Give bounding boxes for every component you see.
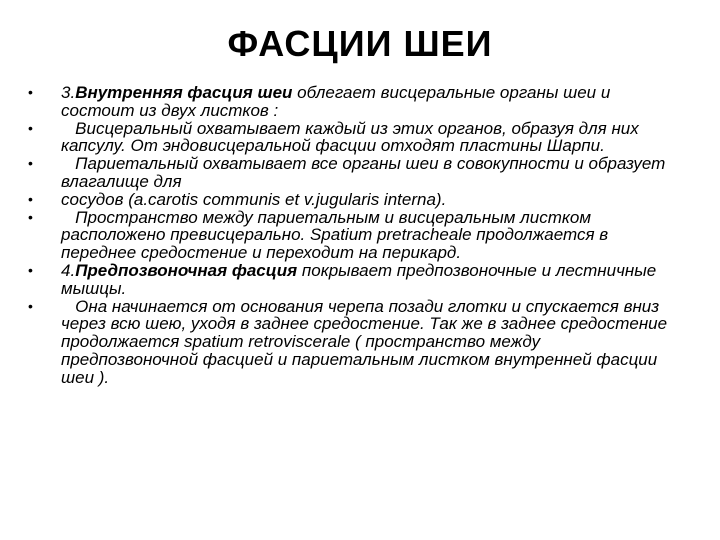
slide-title: ФАСЦИИ ШЕИ <box>227 23 493 64</box>
bullet-item-space <box>28 209 678 262</box>
bullet-bold-term: Внутренняя фасция шеи <box>75 83 293 102</box>
bullet-text: Пространство между париетальным и висцеральным листком расположено превисцерально. Spatium pretracheale продолжается в переднее средостение и переходит на перикард. <box>61 207 609 263</box>
bullet-icon: • <box>28 261 33 278</box>
bullet-item-internal-fascia <box>28 84 678 120</box>
bullet-text: покрывает предпозвоночные и лестничные мышцы. <box>61 260 657 298</box>
bullet-indent <box>61 297 75 316</box>
bullet-prefix: 4. <box>61 260 76 280</box>
bullet-icon: • <box>28 155 33 172</box>
bullet-item-vessels <box>28 191 678 209</box>
bullet-item-prevertebral-fascia <box>28 262 678 298</box>
bullet-icon: • <box>28 119 33 136</box>
bullet-text: сосудов (a.carotis communis et v.jugularis interna). <box>61 189 447 209</box>
bullet-prefix: 3. <box>61 83 76 102</box>
bullet-indent <box>61 119 75 138</box>
bullet-indent <box>61 208 75 227</box>
bullet-icon: • <box>28 208 33 225</box>
bullet-item-visceral <box>28 120 678 156</box>
bullet-item-origin <box>28 298 678 387</box>
bullet-icon: • <box>28 84 33 100</box>
bullet-text: облегает висцеральные органы шеи и состоит из двух листков : <box>61 83 611 120</box>
bullet-list <box>28 84 678 387</box>
bullet-item-parietal <box>28 155 678 191</box>
bullet-icon: • <box>28 297 33 314</box>
bullet-icon: • <box>28 190 33 207</box>
bullet-text: Висцеральный охватывает каждый из этих органов, образуя для них капсулу. От эндовисцеральной фасции отходят пластины Шарпи. <box>61 118 639 156</box>
bullet-text: Париетальный охватывает все органы шеи в совокупности и образует влагалище для <box>61 154 666 191</box>
bullet-bold-term: Предпозвоночная фасция <box>75 260 298 280</box>
bullet-text: Она начинается от основания черепа позади глотки и спускается вниз через всю шею, уходя в заднее средостение. Так же в заднее средостение продолжается spatium retroviscerale ( пространство между предпозвоночной фасцией и париетальным листком внутренней фасции шеи ). <box>61 296 668 387</box>
bullet-indent <box>61 154 75 173</box>
